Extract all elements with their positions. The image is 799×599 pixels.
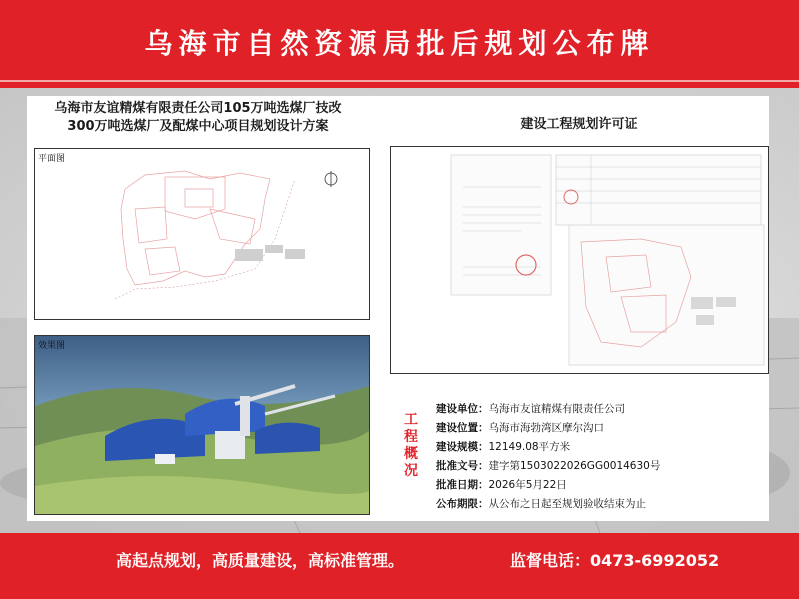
project-title-line1: 乌海市友谊精煤有限责任公司105万吨选煤厂技改 bbox=[54, 101, 342, 116]
overview-key: 批准文号： bbox=[436, 460, 489, 472]
footer-slogan: 高起点规划，高质量建设，高标准管理。 bbox=[116, 551, 405, 570]
header-banner bbox=[0, 0, 799, 88]
project-title bbox=[28, 100, 368, 136]
overview-value: 乌海市友谊精煤有限责任公司 bbox=[488, 403, 625, 415]
page-title: 乌海市自然资源局批后规划公布牌 bbox=[144, 27, 655, 60]
overview-key: 建设位置： bbox=[436, 422, 489, 434]
overview-key: 公布期限： bbox=[436, 498, 489, 510]
overview-key: 建设规模： bbox=[436, 441, 489, 453]
permit-title: 建设工程规划许可证 bbox=[520, 117, 638, 132]
footer-hotline: 监督电话：0473-6992052 bbox=[510, 551, 720, 570]
site-plan-panel bbox=[34, 148, 370, 320]
overview-value: 从公布之日起至规划验收结束为止 bbox=[488, 498, 646, 510]
overview-heading-char-3: 概 bbox=[404, 446, 418, 462]
overview-row-scale bbox=[436, 438, 660, 457]
overview-key: 批准日期： bbox=[436, 479, 489, 491]
overview-heading bbox=[402, 412, 420, 480]
project-title-line2: 300万吨选煤厂及配煤中心项目规划设计方案 bbox=[67, 119, 329, 134]
site-plan-label: 平面图 bbox=[38, 154, 66, 164]
overview-row-publish-period bbox=[436, 495, 660, 514]
overview-key: 建设单位： bbox=[436, 403, 489, 415]
overview-row-approval-date bbox=[436, 476, 660, 495]
overview-heading-char-1: 工 bbox=[404, 412, 418, 428]
overview-row-location bbox=[436, 419, 660, 438]
north-arrow-icon bbox=[325, 171, 337, 187]
overview-heading-char-4: 况 bbox=[404, 463, 418, 479]
overview-rows bbox=[436, 400, 660, 514]
overview-heading-char-2: 程 bbox=[404, 429, 418, 445]
overview-row-approval-no bbox=[436, 457, 660, 476]
rendering-label: 效果图 bbox=[38, 341, 66, 351]
overview-value: 乌海市海勃湾区摩尔沟口 bbox=[488, 422, 604, 434]
permit-scan-image bbox=[391, 147, 768, 373]
overview-value: 建字第1503022026GG0014630号 bbox=[488, 460, 661, 472]
overview-row-unit bbox=[436, 400, 660, 419]
rendering-image bbox=[35, 336, 369, 514]
site-plan-drawing bbox=[35, 149, 369, 319]
overview-value: 2026年5月22日 bbox=[488, 479, 567, 491]
rendering-panel bbox=[34, 335, 370, 515]
overview-value: 12149.08平方米 bbox=[488, 441, 571, 453]
header-divider bbox=[0, 80, 799, 82]
permit-scan-panel bbox=[390, 146, 769, 374]
